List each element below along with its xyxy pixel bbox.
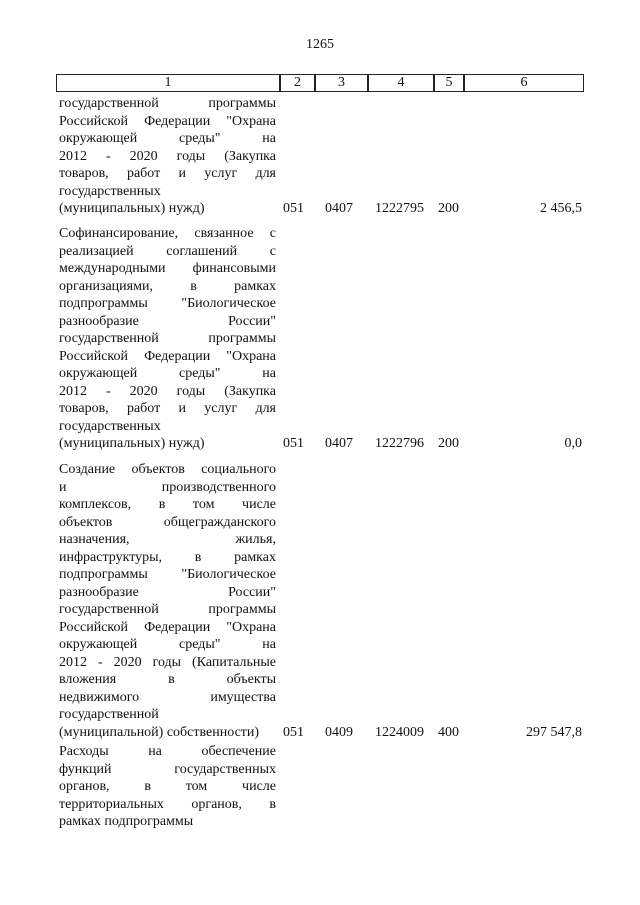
description-line: назначения, жилья, [59,532,276,547]
description-line: и производственного [59,479,276,495]
row-description [59,461,276,741]
description-line: объектов общегражданского [59,514,276,530]
description-line: государственной программы [59,331,276,346]
row-description [59,743,276,831]
header-cell-3: 3 [315,74,368,92]
description-line: Российской Федерации "Охрана [59,113,276,129]
description-line: государственной программы [59,96,276,111]
description-line: международными финансовыми [59,261,276,276]
description-line: Российской Федерации "Охрана [59,348,276,364]
cell-col3: 0407 [325,436,353,451]
cell-col5: 200 [438,436,459,451]
description-line: подпрограммы "Биологическое [59,296,276,311]
description-line: государственных [59,183,161,199]
cell-col2: 051 [283,724,304,740]
header-cell-2: 2 [280,74,315,92]
cell-col6: 0,0 [564,436,582,451]
description-line: (муниципальных) нужд) [59,436,205,451]
page-number: 1265 [306,37,334,52]
header-cell-4: 4 [368,74,434,92]
cell-col4: 1224009 [375,724,424,740]
cell-col5: 400 [438,724,459,740]
cell-col6: 297 547,8 [526,724,582,740]
description-line: Расходы на обеспечение [59,744,276,759]
description-line: организациями, в рамках [59,278,276,294]
description-line: окружающей среды" на [59,637,276,652]
cell-col4: 1222796 [375,436,424,451]
description-line: Создание объектов социального [59,462,276,477]
description-line: комплексов, в том числе [59,497,276,512]
description-line: территориальных органов, в [59,796,276,812]
header-cell-6: 6 [464,74,584,92]
description-line: Российской Федерации "Охрана [59,619,276,635]
description-line: товаров, работ и услуг для [59,166,276,181]
description-line: государственных [59,418,161,434]
description-line: недвижимого имущества [59,689,276,705]
description-line: инфраструктуры, в рамках [59,549,276,565]
description-line: окружающей среды" на [59,366,276,381]
description-line: разнообразие России" [59,313,276,329]
description-line: Софинансирование, связанное с [59,226,276,241]
cell-col3: 0407 [325,201,353,216]
header-cell-1: 1 [56,74,280,92]
description-line: 2012 - 2020 годы (Закупка [59,383,276,399]
row-description [59,95,276,218]
cell-col6: 2 456,5 [540,201,582,216]
description-line: 2012 - 2020 годы (Капитальные [59,654,276,670]
description-line: государственной программы [59,602,276,617]
header-cell-5: 5 [434,74,464,92]
description-line: подпрограммы "Биологическое [59,567,276,582]
description-line: 2012 - 2020 годы (Закупка [59,148,276,164]
description-line: рамках подпрограммы [59,814,194,829]
description-line: окружающей среды" на [59,131,276,146]
description-line: разнообразие России" [59,584,276,600]
description-line: органов, в том числе [59,779,276,794]
description-line: государственной [59,707,159,722]
description-line: реализацией соглашений с [59,243,276,259]
description-line: вложения в объекты [59,672,276,687]
description-line: товаров, работ и услуг для [59,401,276,416]
cell-col2: 051 [283,436,304,451]
cell-col5: 200 [438,201,459,216]
description-line: (муниципальных) нужд) [59,201,205,216]
description-line: функций государственных [59,761,276,777]
description-line: (муниципальной) собственности) [59,724,260,740]
cell-col2: 051 [283,201,304,216]
row-description [59,225,276,453]
cell-col3: 0409 [325,724,353,740]
cell-col4: 1222795 [375,201,424,216]
